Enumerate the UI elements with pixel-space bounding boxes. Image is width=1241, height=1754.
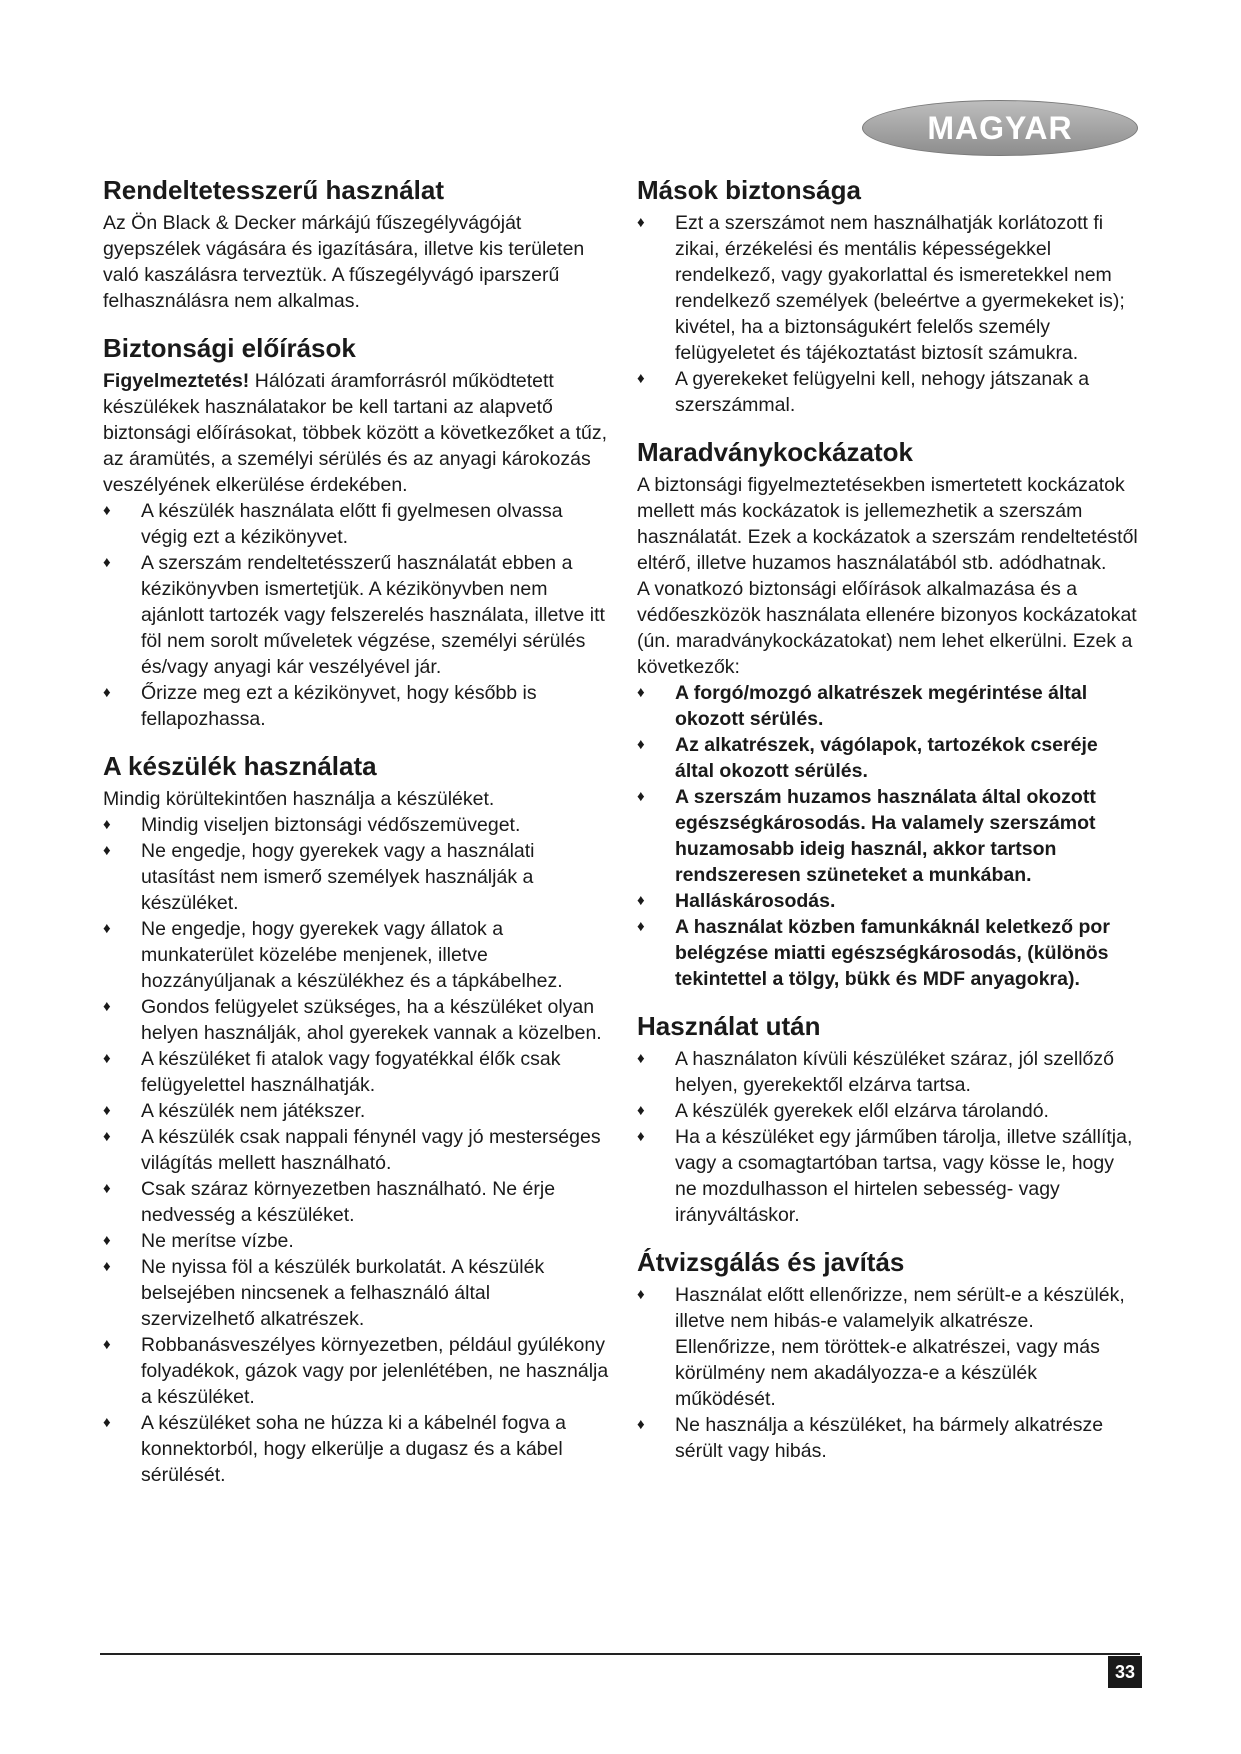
list-item: ♦ A forgó/mozgó alkatrészek megérintése által okozott sérülés. [637, 682, 1088, 730]
bullet-icon: ♦ [103, 1102, 111, 1119]
bullet-icon: ♦ [103, 1180, 111, 1197]
list-item: ♦ A használat közben famunkáknál keletkező por belégzése miatti egészségkárosodás, (különös tekintettel a tölgy, bükk és MDF anyagokra). [637, 916, 1110, 990]
list-item: ♦ Ne merítse vízbe. [103, 1230, 294, 1252]
bullet-icon: ♦ [637, 736, 645, 753]
list-item: ♦ A készülék nem játékszer. [103, 1100, 366, 1122]
right-column [637, 174, 1139, 1464]
list-item: ♦ A készülék használata előtt fi gyelmesen olvassa végig ezt a kézikönyvet. [103, 500, 563, 548]
list-item: ♦ A készülék csak nappali fénynél vagy jó mesterséges világítás mellett használható. [103, 1126, 601, 1174]
residual-risks-list [637, 680, 1139, 992]
bullet-icon: ♦ [637, 214, 645, 231]
list-item: ♦ A készüléket soha ne húzza ki a kábelnél fogva a konnektorból, hogy elkerülje a dugasz és a kábel sérülését. [103, 1412, 566, 1486]
bullet-icon: ♦ [637, 1416, 645, 1433]
left-column [103, 174, 609, 1488]
residual-risks-text-2: A vonatkozó biztonsági előírások alkalmazása és a védőeszközök használata ellenére bizonyos kockázatokat (ún. maradványkockázatokat) nem lehet elkerülni. Ezek a következők: [637, 578, 1137, 678]
list-item: ♦ A szerszám rendeltetésszerű használatát ebben a kézikönyvben ismertetjük. A kézikönyvben nem ajánlott tartozék vagy felszerelés használata, illetve itt föl nem sorolt műveletek végzése, személyi sérülés és/vagy anyagi kár veszélyével jár. [103, 552, 605, 678]
bullet-icon: ♦ [103, 684, 111, 701]
section-title-others-safety: Mások biztonsága [637, 175, 861, 205]
bullet-icon: ♦ [103, 816, 111, 833]
list-item: ♦ Ne engedje, hogy gyerekek vagy állatok a munkaterület közelébe menjenek, illetve hozzányúljanak a készülékhez és a tápkábelhez. [103, 918, 563, 992]
list-item: ♦ Ne nyissa föl a készülék burkolatát. A készülék belsejében nincsenek a felhasználó által szervizelhető alkatrészek. [103, 1256, 545, 1330]
list-item: ♦ Mindig viseljen biztonsági védőszemüveget. [103, 814, 521, 836]
list-item: ♦ A készülék gyerekek elől elzárva tárolandó. [637, 1100, 1049, 1122]
list-item: ♦ Az alkatrészek, vágólapok, tartozékok cseréje által okozott sérülés. [637, 734, 1098, 782]
bullet-icon: ♦ [637, 684, 645, 701]
bullet-icon: ♦ [103, 1232, 111, 1249]
inspection-list [637, 1282, 1139, 1464]
page-number: 33 [1108, 1656, 1142, 1688]
bullet-icon: ♦ [103, 502, 111, 519]
bullet-icon: ♦ [637, 1050, 645, 1067]
list-item: ♦ Ha a készüléket egy járműben tárolja, illetve szállítja, vagy a csomagtartóban tartsa, vagy kösse le, hogy ne mozdulhasson el hirtelen sebesség- vagy irányváltáskor. [637, 1126, 1133, 1226]
list-item: ♦ A gyerekeket felügyelni kell, nehogy játszanak a szerszámmal. [637, 368, 1090, 416]
after-use-list [637, 1046, 1139, 1228]
bullet-icon: ♦ [103, 1258, 111, 1275]
bullet-icon: ♦ [637, 1102, 645, 1119]
residual-risks-text-1: A biztonsági figyelmeztetésekben ismertetett kockázatok mellett más kockázatok is jellemezhetik a szerszám használatát. Ezek a kockázatok a szerszám rendeltetéstől eltérő, illetve huzamos használatából stb. adódhatnak. [637, 474, 1138, 574]
others-safety-list [637, 210, 1139, 418]
warning-label: Figyelmeztetés! [103, 370, 250, 392]
section-title-device-use: A készülék használata [103, 751, 377, 781]
list-item: ♦ Robbanásveszélyes környezetben, például gyúlékony folyadékok, gázok vagy por jelenlétében, ne használja a készüléket. [103, 1334, 609, 1408]
bullet-icon: ♦ [103, 842, 111, 859]
bullet-icon: ♦ [103, 1414, 111, 1431]
list-item: ♦ A készüléket fi atalok vagy fogyatékkal élők csak felügyelettel használhatják. [103, 1048, 561, 1096]
section-title-residual-risks: Maradványkockázatok [637, 437, 914, 467]
list-item: ♦ Ezt a szerszámot nem használhatják korlátozott fi zikai, érzékelési és mentális képességekkel rendelkező, vagy gyakorlattal és ismeretekkel nem rendelkező személyek (beleértve a gyermekeket is); kivétel, ha a biztonságukért felelős személy felügyeletet és tájékoztatást biztosít számukra. [637, 212, 1125, 364]
bullet-icon: ♦ [637, 1128, 645, 1145]
section-title-intended-use: Rendeltetesszerű használat [103, 175, 445, 205]
bullet-icon: ♦ [637, 370, 645, 387]
list-item: ♦ A használaton kívüli készüléket száraz, jól szellőző helyen, gyerekektől elzárva tartsa. [637, 1048, 1114, 1096]
language-badge: MAGYAR [862, 100, 1138, 156]
list-item: ♦ A szerszám huzamos használata által okozott egészségkárosodás. Ha valamely szerszámot huzamosabb ideig használ, akkor tartson rendszeresen szüneteket a munkában. [637, 786, 1096, 886]
list-item: ♦ Ne használja a készüléket, ha bármely alkatrésze sérült vagy hibás. [637, 1414, 1104, 1462]
list-item: ♦ Gondos felügyelet szükséges, ha a készüléket olyan helyen használják, ahol gyerekek vannak a közelben. [103, 996, 602, 1044]
bullet-icon: ♦ [103, 1128, 111, 1145]
section-title-inspection: Átvizsgálás és javítás [637, 1247, 905, 1277]
safety-list [103, 498, 609, 732]
bullet-icon: ♦ [103, 1050, 111, 1067]
bullet-icon: ♦ [637, 892, 645, 909]
list-item: ♦ Őrizze meg ezt a kézikönyvet, hogy később is fellapozhassa. [103, 682, 537, 730]
device-use-list [103, 812, 609, 1488]
bullet-icon: ♦ [637, 918, 645, 935]
list-item: ♦ Halláskárosodás. [637, 890, 836, 912]
safety-warning-paragraph [103, 368, 609, 498]
bullet-icon: ♦ [637, 1286, 645, 1303]
list-item: ♦ Ne engedje, hogy gyerekek vagy a használati utasítást nem ismerő személyek használják a készüléket. [103, 840, 535, 914]
bullet-icon: ♦ [103, 998, 111, 1015]
warning-text: Hálózati áramforrásról működtetett készülékek használatakor be kell tartani az alapvető biztonsági előírásokat, többek között a következőket a tűz, az áramütés, a személyi sérülés és az anyagi károkozás veszélyének elkerülése érdekében. [103, 370, 608, 496]
bullet-icon: ♦ [637, 788, 645, 805]
section-title-safety: Biztonsági előírások [103, 333, 356, 363]
list-item: ♦ Használat előtt ellenőrizze, nem sérült-e a készülék, illetve nem hibás-e valamelyik alkatrésze. Ellenőrizze, nem töröttek-e alkatrészei, vagy más körülmény nem akadályozza-e a készülék működését. [637, 1284, 1125, 1410]
bullet-icon: ♦ [103, 920, 111, 937]
footer-divider [100, 1653, 1140, 1655]
bullet-icon: ♦ [103, 1336, 111, 1353]
list-item: ♦ Csak száraz környezetben használható. Ne érje nedvesség a készüléket. [103, 1178, 556, 1226]
bullet-icon: ♦ [103, 554, 111, 571]
intended-use-text: Az Ön Black & Decker márkájú fűszegélyvágóját gyepszélek vágására és igazítására, illetve kis területen való kaszálásra terveztük. A fűszegélyvágó iparszerű felhasználásra nem alkalmas. [103, 212, 585, 312]
device-use-intro: Mindig körültekintően használja a készüléket. [103, 788, 495, 810]
section-title-after-use: Használat után [637, 1011, 821, 1041]
